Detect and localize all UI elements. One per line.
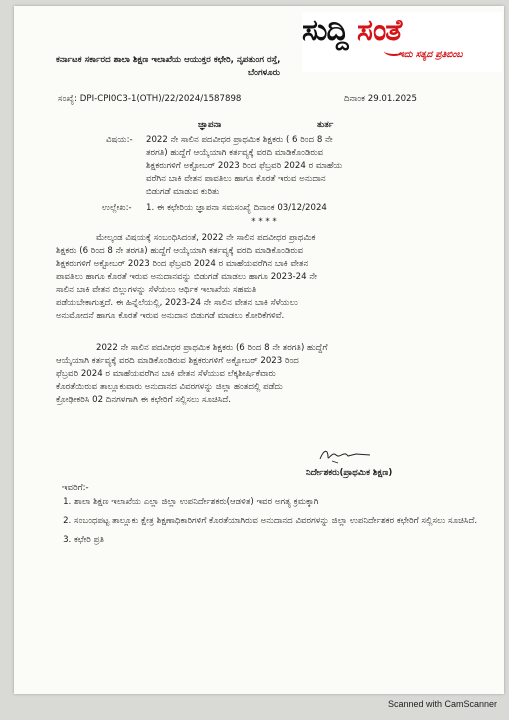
sudhi-sante-logo xyxy=(302,12,502,72)
document-date: ದಿನಾಂಕ 29.01.2025 xyxy=(344,94,417,104)
office-name-line1: ಕರ್ನಾಟಕ ಸರ್ಕಾರದ ಶಾಲಾ ಶಿಕ್ಷಣ ಇಲಾಖೆಯ ಆಯುಕ್ತರ ಕಛೇರಿ, ನೃಪತುಂಗ ರಸ್ತೆ, xyxy=(56,55,281,65)
subject-line: ಬಿಡುಗಡೆ ಮಾಡುವ ಕುರಿತು xyxy=(146,187,220,197)
subject-line: ತರಗತಿ) ಹುದ್ದೆಗೆ ಆಯ್ಕೆಯಾಗಿ ಕರ್ತವ್ಯಕ್ಕೆ ವರದಿ ಮಾಡಿಕೊಂಡಿರುವ xyxy=(146,148,324,158)
urgent-label: ತುರ್ತ xyxy=(317,120,334,130)
logo-word-sante: ಸಂತೆ xyxy=(357,13,402,48)
paragraph-line: ಸಾಲಿನ ಬಾಕಿ ವೇತನ ಬಿಲ್ಲುಗಳನ್ನು ಸೆಳೆಯಲು ಆರ್ಥಿಕ ಇಲಾಖೆಯ ಸಹಮತಿ xyxy=(56,285,257,295)
copy-recipient: 3. ಕಛೇರಿ ಪ್ರತಿ xyxy=(74,534,494,547)
copies-list xyxy=(58,496,494,553)
reference-label: ಉಲ್ಲೇಖ:- xyxy=(102,203,132,213)
logo-wordmark xyxy=(302,12,401,50)
paragraph-line: ಫೆಬ್ರವರಿ 2024 ರ ಮಾಹೆಯವರೆಗಿನ ಬಾಕಿ ವೇತನ ಸೆಳೆಯುವ ಲೆಕ್ಕಶೀರ್ಷಿಕೆವಾರು xyxy=(56,369,276,379)
copies-label: ಇವರಿಗೆ:- xyxy=(62,483,89,493)
paragraph-line: ಪಡೆಯಬೇಕಾಗುತ್ತದೆ. ಈ ಹಿನ್ನೆಲೆಯಲ್ಲಿ, 2023-24 ನೇ ಸಾಲಿನ ವೇತನ ಬಾಕಿ ಸೆಳೆಯಲು xyxy=(56,298,298,308)
notice-title: ಜ್ಞಾಪನಾ xyxy=(198,120,222,130)
subject-line: ವರೆಗಿನ ಬಾಕಿ ವೇತನ ಪಾವತಿಲು ಹಾಗೂ ಕೊರತೆ ಇರುವ ಅನುದಾನ xyxy=(146,174,326,184)
copy-recipient: 2. ಸಂಬಂಧಪಟ್ಟ ತಾಲ್ಲೂಕು ಕ್ಷೇತ್ರ ಶಿಕ್ಷಣಾಧಿಕಾರಿಗಳಿಗೆ ಕೊರತೆಯಾಗಿರುವ ಅನುದಾನದ ವಿವರಗಳನ್ನು ಜಿಲ್ಲಾ ಉಪನಿರ್ದೇಶಕರ ಕಛೇರಿಗೆ ಸಲ್ಲಿಸಲು ಸೂಚಿಸಿದೆ. xyxy=(74,515,494,528)
signature-mark xyxy=(316,447,376,465)
subject-line: 2022 ನೇ ಸಾಲಿನ ಪದವೀಧರ ಪ್ರಾಥಮಿಕ ಶಿಕ್ಷಕರು ( 6 ರಿಂದ 8 ನೇ xyxy=(146,135,333,145)
signatory-title: ನಿರ್ದೇಶಕರು(ಪ್ರಾಥಮಿಕ ಶಿಕ್ಷಣ) xyxy=(306,468,393,478)
paragraph-line: ಕ್ರೋಢೀಕರಿಸಿ 02 ದಿನಗಳಗಾಗಿ ಈ ಕಛೇರಿಗೆ ಸಲ್ಲಿಸಲು ಸೂಚಿಸಿದೆ. xyxy=(56,395,231,405)
document-page xyxy=(14,6,504,694)
paragraph-line: 2022 ನೇ ಸಾಲಿನ ಪದವೀಧರ ಪ್ರಾಥಮಿಕ ಶಿಕ್ಷಕರು (6 ರಿಂದ 8 ನೇ ತರಗತಿ) ಹುದ್ದೆಗೆ xyxy=(96,343,328,353)
subject-label: ವಿಷಯ:- xyxy=(106,135,133,145)
subject-text xyxy=(146,134,446,199)
paragraph-line: ಆಯ್ಕೆಯಾಗಿ ಕರ್ತವ್ಯಕ್ಕೆ ವರದಿ ಮಾಡಿಕೊಂಡಿರುವ ಶಿಕ್ಷಕರುಗಳಿಗೆ ಅಕ್ಟೋಬರ್ 2023 ರಿಂದ xyxy=(56,356,299,366)
office-name-line2: ಬೆಂಗಳೂರು xyxy=(247,68,281,78)
reference-number: ಸಂಖ್ಯೆ: DPI-CPI0C3-1(OTH)/22/2024/1587898 xyxy=(58,94,242,104)
logo-word-sudhi: ಸುದ್ದಿ xyxy=(302,13,348,48)
body-paragraph-1 xyxy=(56,232,476,323)
paragraph-line: ಪಾವತಿಲು ಹಾಗೂ ಕೊರತೆ ಇರುವ ಅನುದಾನವನ್ನು ಬಿಡುಗಡೆ ಮಾಡಲು ಹಾಗೂ 2023-24 ನೇ xyxy=(56,272,317,282)
separator: * * * * xyxy=(251,217,277,227)
scanner-watermark: Scanned with CamScanner xyxy=(388,699,498,709)
paragraph-line: ಮೇಲ್ಕಂಡ ವಿಷಯಕ್ಕೆ ಸಂಬಂಧಿಸಿದಂತೆ, 2022 ನೇ ಸಾಲಿನ ಪದವೀಧರ ಪ್ರಾಥಮಿಕ xyxy=(96,233,316,243)
paragraph-line: ಅನುಮೋದನೆ ಹಾಗೂ ಕೊರತೆ ಇರುವ ಅನುದಾನ ಬಿಡುಗಡೆ ಮಾಡಲು ಕೋರಿಕೆಗಳಿವೆ. xyxy=(56,311,285,321)
copy-recipient: 1. ಶಾಲಾ ಶಿಕ್ಷಣ ಇಲಾಖೆಯ ಎಲ್ಲಾ ಜಿಲ್ಲಾ ಉಪನಿರ್ದೇಶಕರು(ಆಡಳಿತ) ಇವರ ಅಗತ್ಯ ಕ್ರಮಕ್ಕಾಗಿ xyxy=(74,496,494,509)
subject-line: ಶಿಕ್ಷಕರುಗಳಿಗೆ ಅಕ್ಟೋಬರ್ 2023 ರಿಂದ ಫೆಬ್ರವರಿ 2024 ರ ಮಾಹೆಯ xyxy=(146,161,343,171)
logo-tagline: ಇದು ಸತ್ಯದ ಪ್ರತಿಬಿಂಬ xyxy=(398,50,463,60)
paragraph-line: ಶಿಕ್ಷಕರುಗಳಿಗೆ ಅಕ್ಟೋಬರ್ 2023 ರಿಂದ ಫೆಬ್ರವರಿ 2024 ರ ಮಾಹೆಯವರೆಗಿನ ಬಾಕಿ ವೇತನ xyxy=(56,259,309,269)
reference-text: 1. ಈ ಕಛೇರಿಯ ಜ್ಞಾಪನಾ ಸಮಸಂಖ್ಯೆ ದಿನಾಂಕ 03/12/2024 xyxy=(146,203,327,213)
paragraph-line: ಕೊರತೆಯಿರುವ ತಾಲ್ಲೂಕುವಾರು ಅನುದಾನದ ವಿವರಗಳನ್ನು ಜಿಲ್ಲಾ ಹಂತದಲ್ಲಿ ಪಡೆದು xyxy=(56,382,283,392)
body-paragraph-2 xyxy=(56,342,476,407)
paragraph-line: ಶಿಕ್ಷಕರು (6 ರಿಂದ 8 ನೇ ತರಗತಿ) ಹುದ್ದೆಗೆ ಆಯ್ಕೆಯಾಗಿ ಕರ್ತವ್ಯಕ್ಕೆ ವರದಿ ಮಾಡಿಕೊಂಡಿರುವ xyxy=(56,246,304,256)
